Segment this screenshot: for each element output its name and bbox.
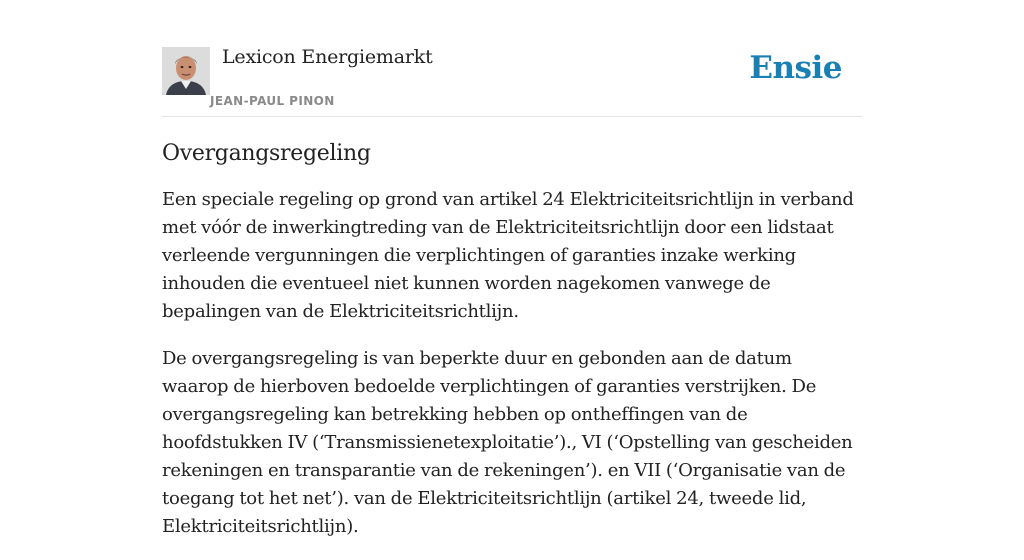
definition-paragraph: Een speciale regeling op grond van artikel 24 Elektriciteitsrichtlijn in verband met vóór de inwerkingtreding van de Elektriciteitsrichtlijn door een lidstaat verleende vergunningen die verplichtingen of garanties inzake werking inhouden die eventueel niet kunnen worden nagekomen vanwege de bepalingen van de Elektriciteitsrichtlijn. xyxy=(162,189,854,322)
definition-paragraph: De overgangsregeling is van beperkte duur en gebonden aan de datum waarop de hierboven bedoelde verplichtingen of garanties verstrijken. De overgangsregeling kan betrekking hebben op ontheffingen van de hoofdstukken IV (‘Transmissienetexploitatie’)., VI (‘Opstelling van gescheiden rekeningen en transparantie van de rekeningen’). en VII (‘Organisatie van de toegang tot het net’). van de Elektriciteitsrichtlijn (artikel 24, tweede lid, Elektriciteitsrichtlijn). xyxy=(162,348,853,537)
term-title: Overgangsregeling xyxy=(162,141,371,166)
author-portrait-icon xyxy=(162,47,210,95)
lexicon-header xyxy=(162,0,862,117)
article-content xyxy=(162,138,862,560)
ensie-logo[interactable]: Ensie xyxy=(749,50,842,86)
author-name[interactable]: JEAN-PAUL PINON xyxy=(210,94,335,108)
lexicon-title[interactable]: Lexicon Energiemarkt xyxy=(222,46,433,68)
author-avatar[interactable] xyxy=(162,47,210,95)
